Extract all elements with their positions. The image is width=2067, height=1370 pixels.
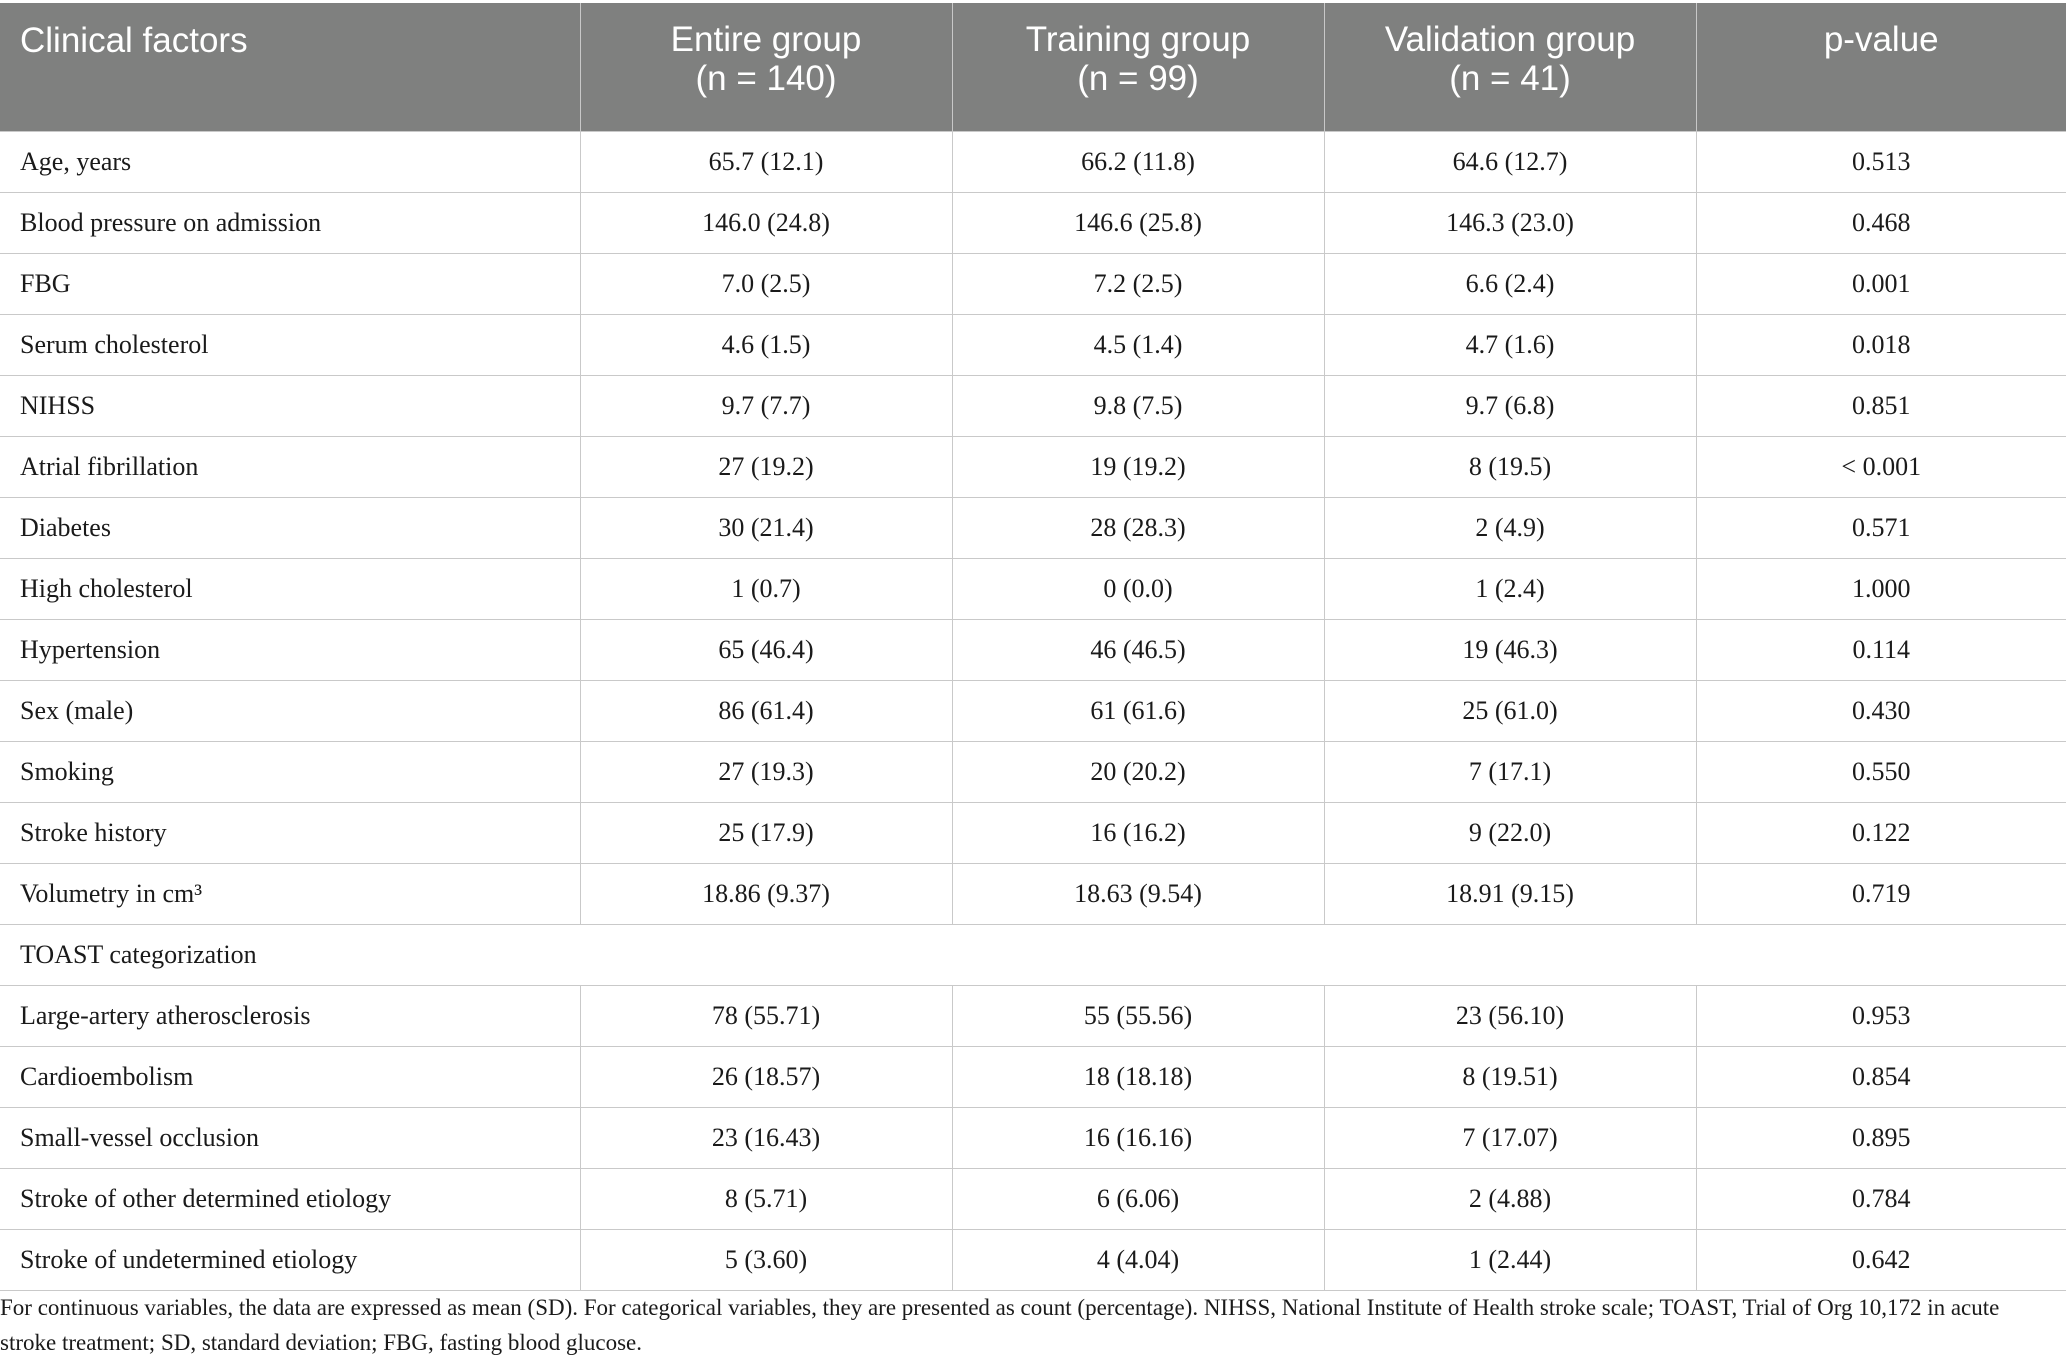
clinical-factors-table [0, 3, 2066, 1291]
cell-training-group: 16 (16.16) [952, 1108, 1324, 1169]
cell-p-value: 0.550 [1696, 742, 2066, 803]
cell-p-value: 0.430 [1696, 681, 2066, 742]
cell-validation-group: 7 (17.07) [1324, 1108, 1696, 1169]
header-validation-group-n: (n = 41) [1449, 59, 1571, 98]
table-row [0, 1108, 2066, 1169]
row-label: Small-vessel occlusion [0, 1108, 580, 1169]
cell-entire-group: 78 (55.71) [580, 986, 952, 1047]
table-body [0, 132, 2066, 1291]
cell-validation-group: 18.91 (9.15) [1324, 864, 1696, 925]
cell-validation-group: 1 (2.4) [1324, 559, 1696, 620]
table-footnote: For continuous variables, the data are expressed as mean (SD). For categorical variables, they are presented as count (percentage). NIHSS, National Institute of Health stroke scale; TOAST, Trial of Org 10,172 in acute stroke treatment; SD, standard deviation; FBG, fasting blood glucose. [0, 1295, 2000, 1355]
cell-training-group: 61 (61.6) [952, 681, 1324, 742]
cell-training-group: 6 (6.06) [952, 1169, 1324, 1230]
cell-p-value: 0.784 [1696, 1169, 2066, 1230]
cell-p-value: 0.468 [1696, 193, 2066, 254]
cell-validation-group: 2 (4.9) [1324, 498, 1696, 559]
cell-validation-group: 7 (17.1) [1324, 742, 1696, 803]
cell-training-group: 46 (46.5) [952, 620, 1324, 681]
cell-validation-group: 9.7 (6.8) [1324, 376, 1696, 437]
cell-validation-group: 9 (22.0) [1324, 803, 1696, 864]
row-label: Cardioembolism [0, 1047, 580, 1108]
cell-validation-group: 64.6 (12.7) [1324, 132, 1696, 193]
cell-training-group: 18.63 (9.54) [952, 864, 1324, 925]
cell-validation-group: 1 (2.44) [1324, 1230, 1696, 1291]
cell-p-value: 0.114 [1696, 620, 2066, 681]
section-label: TOAST categorization [0, 925, 2066, 986]
row-label: Atrial fibrillation [0, 437, 580, 498]
header-entire-group-n: (n = 140) [695, 59, 837, 98]
cell-training-group: 20 (20.2) [952, 742, 1324, 803]
row-label: Large-artery atherosclerosis [0, 986, 580, 1047]
cell-validation-group: 23 (56.10) [1324, 986, 1696, 1047]
table-row [0, 1230, 2066, 1291]
table-row [0, 193, 2066, 254]
cell-entire-group: 23 (16.43) [580, 1108, 952, 1169]
row-label: Diabetes [0, 498, 580, 559]
cell-p-value: 0.001 [1696, 254, 2066, 315]
row-label: Stroke history [0, 803, 580, 864]
table-row [0, 803, 2066, 864]
header-row [0, 3, 2066, 132]
row-label: Serum cholesterol [0, 315, 580, 376]
cell-validation-group: 4.7 (1.6) [1324, 315, 1696, 376]
cell-entire-group: 1 (0.7) [580, 559, 952, 620]
row-label: High cholesterol [0, 559, 580, 620]
cell-validation-group: 19 (46.3) [1324, 620, 1696, 681]
row-label: Stroke of undetermined etiology [0, 1230, 580, 1291]
table-row [0, 986, 2066, 1047]
cell-validation-group: 6.6 (2.4) [1324, 254, 1696, 315]
cell-training-group: 4.5 (1.4) [952, 315, 1324, 376]
cell-entire-group: 30 (21.4) [580, 498, 952, 559]
cell-entire-group: 7.0 (2.5) [580, 254, 952, 315]
table-row [0, 681, 2066, 742]
table-row [0, 1047, 2066, 1108]
row-label: Hypertension [0, 620, 580, 681]
header-training-group [952, 3, 1324, 132]
row-label: Age, years [0, 132, 580, 193]
table-row [0, 437, 2066, 498]
cell-training-group: 0 (0.0) [952, 559, 1324, 620]
header-validation-group-title: Validation group [1384, 20, 1636, 59]
table-row [0, 132, 2066, 193]
cell-validation-group: 25 (61.0) [1324, 681, 1696, 742]
header-entire-group [580, 3, 952, 132]
section-row [0, 925, 2066, 986]
header-clinical-factors: Clinical factors [0, 3, 580, 132]
cell-entire-group: 9.7 (7.7) [580, 376, 952, 437]
table-row [0, 620, 2066, 681]
cell-entire-group: 65 (46.4) [580, 620, 952, 681]
cell-training-group: 66.2 (11.8) [952, 132, 1324, 193]
cell-training-group: 16 (16.2) [952, 803, 1324, 864]
row-label: Smoking [0, 742, 580, 803]
cell-entire-group: 5 (3.60) [580, 1230, 952, 1291]
cell-entire-group: 86 (61.4) [580, 681, 952, 742]
cell-training-group: 28 (28.3) [952, 498, 1324, 559]
cell-validation-group: 2 (4.88) [1324, 1169, 1696, 1230]
cell-training-group: 55 (55.56) [952, 986, 1324, 1047]
cell-p-value: 0.513 [1696, 132, 2066, 193]
cell-p-value: 0.895 [1696, 1108, 2066, 1169]
cell-entire-group: 18.86 (9.37) [580, 864, 952, 925]
table-row [0, 742, 2066, 803]
header-validation-group [1324, 3, 1696, 132]
row-label: Stroke of other determined etiology [0, 1169, 580, 1230]
cell-entire-group: 4.6 (1.5) [580, 315, 952, 376]
cell-p-value: 0.018 [1696, 315, 2066, 376]
cell-validation-group: 8 (19.5) [1324, 437, 1696, 498]
cell-p-value: 0.851 [1696, 376, 2066, 437]
cell-entire-group: 146.0 (24.8) [580, 193, 952, 254]
cell-p-value: 0.854 [1696, 1047, 2066, 1108]
cell-training-group: 146.6 (25.8) [952, 193, 1324, 254]
cell-p-value: 0.953 [1696, 986, 2066, 1047]
header-p-value: p-value [1696, 3, 2066, 132]
row-label: FBG [0, 254, 580, 315]
cell-p-value: 0.642 [1696, 1230, 2066, 1291]
cell-training-group: 9.8 (7.5) [952, 376, 1324, 437]
row-label: Volumetry in cm³ [0, 864, 580, 925]
cell-entire-group: 27 (19.2) [580, 437, 952, 498]
cell-entire-group: 25 (17.9) [580, 803, 952, 864]
cell-entire-group: 27 (19.3) [580, 742, 952, 803]
table-row [0, 376, 2066, 437]
table-row [0, 1169, 2066, 1230]
cell-p-value: 0.122 [1696, 803, 2066, 864]
table-row [0, 559, 2066, 620]
cell-validation-group: 8 (19.51) [1324, 1047, 1696, 1108]
table-row [0, 864, 2066, 925]
cell-p-value: < 0.001 [1696, 437, 2066, 498]
cell-entire-group: 26 (18.57) [580, 1047, 952, 1108]
cell-training-group: 19 (19.2) [952, 437, 1324, 498]
cell-training-group: 4 (4.04) [952, 1230, 1324, 1291]
header-entire-group-title: Entire group [670, 20, 862, 59]
table-row [0, 315, 2066, 376]
cell-p-value: 0.719 [1696, 864, 2066, 925]
table-row [0, 254, 2066, 315]
cell-p-value: 0.571 [1696, 498, 2066, 559]
cell-entire-group: 8 (5.71) [580, 1169, 952, 1230]
cell-validation-group: 146.3 (23.0) [1324, 193, 1696, 254]
row-label: Sex (male) [0, 681, 580, 742]
cell-training-group: 18 (18.18) [952, 1047, 1324, 1108]
table-row [0, 498, 2066, 559]
header-training-group-n: (n = 99) [1077, 59, 1199, 98]
row-label: Blood pressure on admission [0, 193, 580, 254]
cell-p-value: 1.000 [1696, 559, 2066, 620]
header-training-group-title: Training group [1025, 20, 1251, 59]
row-label: NIHSS [0, 376, 580, 437]
cell-entire-group: 65.7 (12.1) [580, 132, 952, 193]
cell-training-group: 7.2 (2.5) [952, 254, 1324, 315]
